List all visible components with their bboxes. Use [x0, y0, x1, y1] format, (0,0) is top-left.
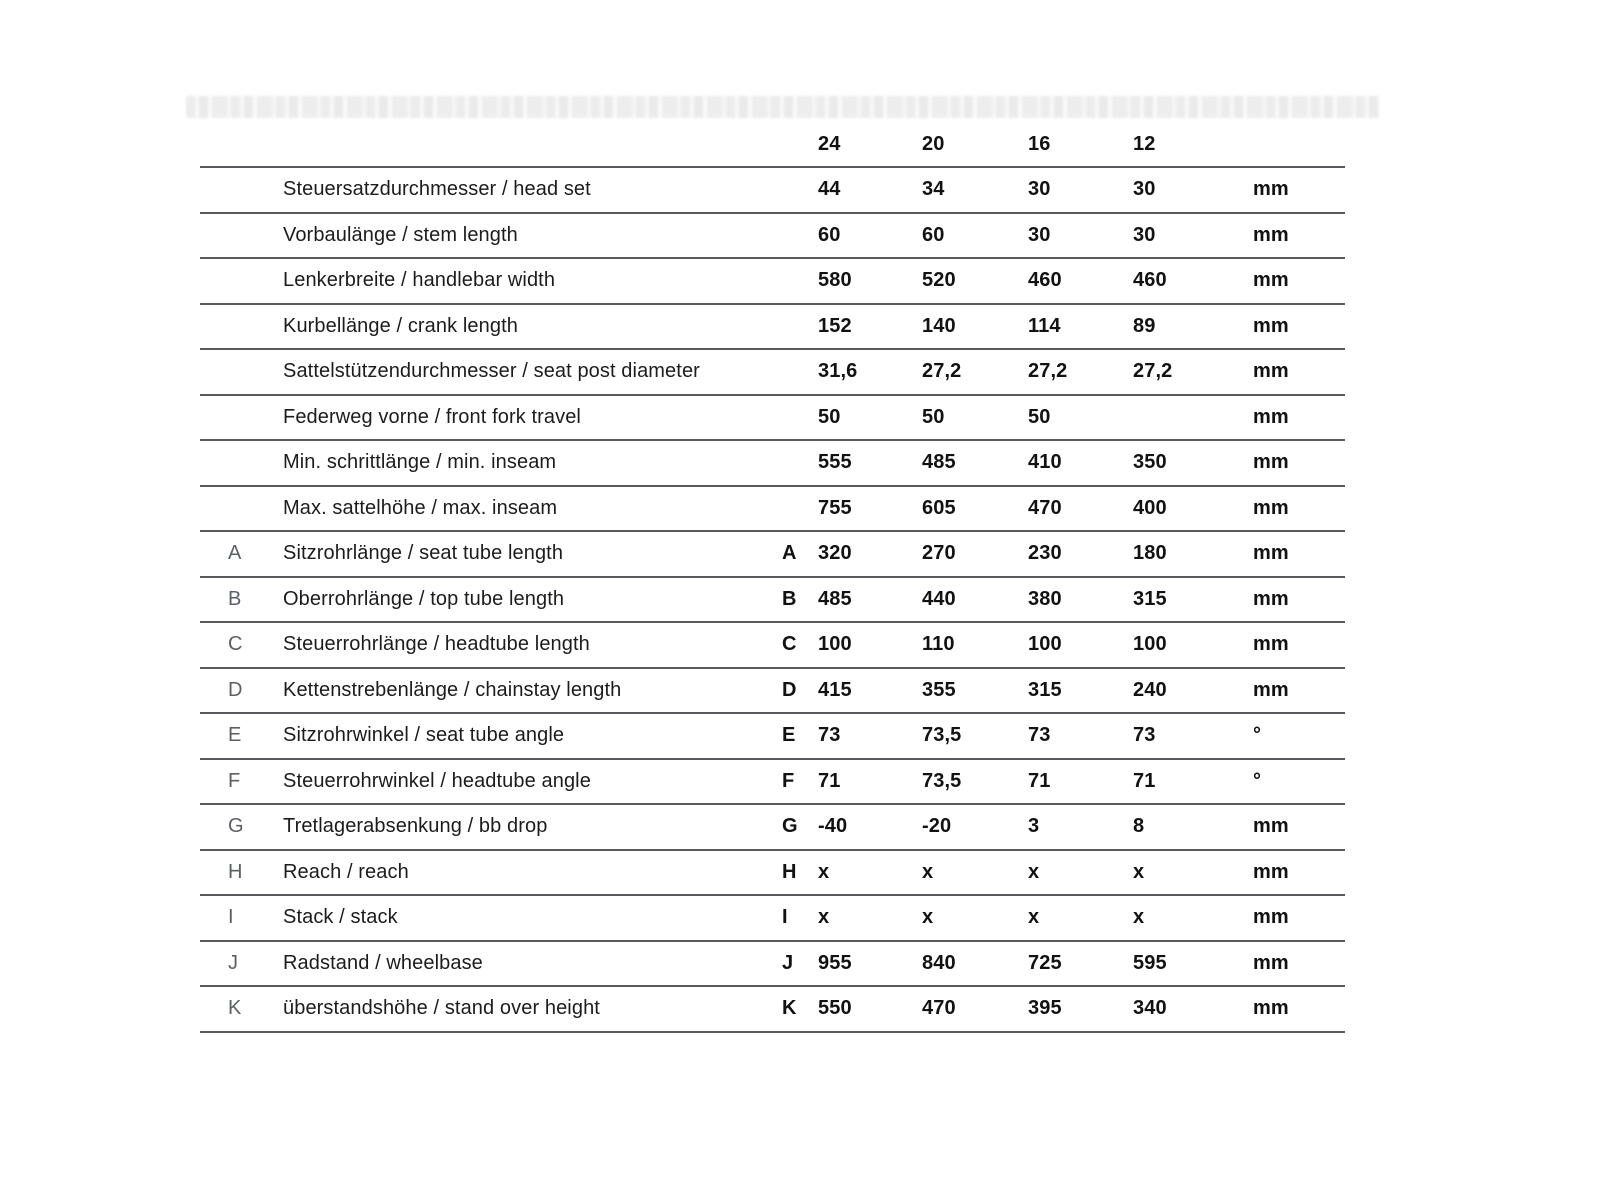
value-size-20: 440 — [922, 587, 956, 610]
value-size-12: 30 — [1133, 223, 1156, 246]
dimension-letter-repeat: F — [782, 769, 795, 792]
value-size-16: 30 — [1028, 223, 1051, 246]
value-size-24: 555 — [818, 451, 852, 474]
value-size-12: 350 — [1133, 451, 1167, 474]
value-size-20: 840 — [922, 951, 956, 974]
spec-row — [200, 396, 1345, 442]
unit-cell: mm — [1253, 906, 1289, 929]
value-size-12: x — [1133, 860, 1145, 883]
dimension-label: Steuersatzdurchmesser / head set — [283, 178, 591, 201]
value-size-12: 315 — [1133, 587, 1167, 610]
unit-cell: mm — [1253, 223, 1289, 246]
size-column-header-12: 12 — [1133, 132, 1156, 155]
unit-cell: mm — [1253, 360, 1289, 383]
value-size-12: 30 — [1133, 178, 1156, 201]
dimension-label: Tretlagerabsenkung / bb drop — [283, 815, 548, 838]
value-size-16: x — [1028, 906, 1040, 929]
dimension-label: Steuerrohrlänge / headtube length — [283, 633, 590, 656]
dimension-letter: K — [228, 997, 242, 1020]
dimension-label: überstandshöhe / stand over height — [283, 997, 600, 1020]
value-size-24: 71 — [818, 769, 841, 792]
spec-row — [200, 214, 1345, 260]
spec-row — [200, 623, 1345, 669]
value-size-20: 140 — [922, 314, 956, 337]
spec-row — [200, 578, 1345, 624]
value-size-16: 315 — [1028, 678, 1062, 701]
dimension-label: Stack / stack — [283, 906, 398, 929]
value-size-24: 100 — [818, 633, 852, 656]
value-size-12: 595 — [1133, 951, 1167, 974]
value-size-16: x — [1028, 860, 1040, 883]
dimension-label: Sitzrohrwinkel / seat tube angle — [283, 724, 565, 747]
value-size-12: 8 — [1133, 815, 1145, 838]
value-size-16: 380 — [1028, 587, 1062, 610]
spec-row — [200, 441, 1345, 487]
value-size-16: 470 — [1028, 496, 1062, 519]
value-size-16: 114 — [1028, 314, 1061, 337]
value-size-12: 89 — [1133, 314, 1156, 337]
unit-cell: mm — [1253, 178, 1289, 201]
unit-cell: mm — [1253, 405, 1289, 428]
blurred-text-band — [186, 96, 1380, 118]
value-size-20: x — [922, 906, 934, 929]
dimension-letter: J — [228, 951, 239, 974]
unit-cell: mm — [1253, 587, 1289, 610]
dimension-letter-repeat: K — [782, 997, 797, 1020]
dimension-label: Kettenstrebenlänge / chainstay length — [283, 678, 622, 701]
unit-cell: ° — [1253, 769, 1262, 792]
value-size-24: x — [818, 906, 830, 929]
unit-cell: mm — [1253, 678, 1289, 701]
spec-row — [200, 532, 1345, 578]
dimension-letter-repeat: B — [782, 587, 797, 610]
value-size-20: x — [922, 860, 934, 883]
value-size-20: 50 — [922, 405, 945, 428]
dimension-label: Oberrohrlänge / top tube length — [283, 587, 565, 610]
value-size-12: 240 — [1133, 678, 1167, 701]
value-size-24: 415 — [818, 678, 852, 701]
value-size-12: 180 — [1133, 542, 1167, 565]
value-size-20: -20 — [922, 815, 952, 838]
unit-cell: mm — [1253, 542, 1289, 565]
dimension-letter-repeat: A — [782, 542, 797, 565]
value-size-24: 320 — [818, 542, 852, 565]
value-size-24: 485 — [818, 587, 852, 610]
spec-row — [200, 987, 1345, 1033]
dimension-letter-repeat: D — [782, 678, 797, 701]
value-size-16: 50 — [1028, 405, 1051, 428]
dimension-label: Sitzrohrlänge / seat tube length — [283, 542, 564, 565]
dimension-letter-repeat: I — [782, 906, 788, 929]
spec-row — [200, 805, 1345, 851]
spec-row — [200, 305, 1345, 351]
spec-row — [200, 760, 1345, 806]
value-size-12: 73 — [1133, 724, 1156, 747]
dimension-label: Min. schrittlänge / min. inseam — [283, 451, 557, 474]
dimension-letter: F — [228, 769, 241, 792]
value-size-16: 395 — [1028, 997, 1062, 1020]
spec-row — [200, 350, 1345, 396]
spec-row — [200, 487, 1345, 533]
value-size-16: 410 — [1028, 451, 1062, 474]
value-size-20: 73,5 — [922, 724, 962, 747]
dimension-letter-repeat: J — [782, 951, 794, 974]
spec-row — [200, 714, 1345, 760]
unit-cell: mm — [1253, 496, 1289, 519]
value-size-20: 110 — [922, 633, 955, 656]
dimension-letter: B — [228, 587, 242, 610]
value-size-24: 73 — [818, 724, 841, 747]
value-size-20: 270 — [922, 542, 956, 565]
dimension-label: Steuerrohrwinkel / headtube angle — [283, 769, 591, 792]
spec-table-body — [200, 168, 1345, 1033]
value-size-16: 27,2 — [1028, 360, 1068, 383]
size-column-header-20: 20 — [922, 132, 945, 155]
dimension-letter-repeat: E — [782, 724, 796, 747]
value-size-12: 100 — [1133, 633, 1167, 656]
spec-row — [200, 896, 1345, 942]
dimension-letter: I — [228, 906, 234, 929]
value-size-20: 605 — [922, 496, 956, 519]
value-size-20: 485 — [922, 451, 956, 474]
value-size-20: 27,2 — [922, 360, 962, 383]
dimension-label: Max. sattelhöhe / max. inseam — [283, 496, 558, 519]
value-size-24: 755 — [818, 496, 852, 519]
value-size-12: 460 — [1133, 269, 1167, 292]
value-size-24: x — [818, 860, 830, 883]
dimension-letter: C — [228, 633, 243, 656]
dimension-letter: G — [228, 815, 244, 838]
value-size-20: 60 — [922, 223, 945, 246]
spec-row — [200, 669, 1345, 715]
value-size-24: 50 — [818, 405, 841, 428]
value-size-12: 71 — [1133, 769, 1156, 792]
unit-cell: ° — [1253, 724, 1262, 747]
dimension-label: Kurbellänge / crank length — [283, 314, 518, 337]
spec-row — [200, 259, 1345, 305]
value-size-24: 955 — [818, 951, 852, 974]
value-size-24: 152 — [818, 314, 852, 337]
value-size-16: 100 — [1028, 633, 1062, 656]
value-size-20: 355 — [922, 678, 956, 701]
value-size-16: 725 — [1028, 951, 1062, 974]
value-size-16: 71 — [1028, 769, 1051, 792]
value-size-16: 3 — [1028, 815, 1040, 838]
unit-cell: mm — [1253, 997, 1289, 1020]
dimension-label: Radstand / wheelbase — [283, 951, 483, 974]
spec-row — [200, 942, 1345, 988]
dimension-label: Lenkerbreite / handlebar width — [283, 269, 556, 292]
value-size-12: x — [1133, 906, 1145, 929]
spec-row — [200, 851, 1345, 897]
value-size-24: 31,6 — [818, 360, 858, 383]
dimension-letter-repeat: H — [782, 860, 797, 883]
unit-cell: mm — [1253, 314, 1289, 337]
value-size-16: 460 — [1028, 269, 1062, 292]
geometry-spec-table — [200, 122, 1345, 1033]
unit-cell: mm — [1253, 815, 1289, 838]
dimension-letter: A — [228, 542, 242, 565]
value-size-12: 400 — [1133, 496, 1167, 519]
dimension-letter: D — [228, 678, 243, 701]
value-size-24: 550 — [818, 997, 852, 1020]
value-size-20: 520 — [922, 269, 956, 292]
dimension-label: Reach / reach — [283, 860, 409, 883]
value-size-16: 230 — [1028, 542, 1062, 565]
unit-cell: mm — [1253, 269, 1289, 292]
value-size-12: 27,2 — [1133, 360, 1173, 383]
value-size-24: 60 — [818, 223, 841, 246]
dimension-letter: E — [228, 724, 242, 747]
dimension-label: Federweg vorne / front fork travel — [283, 405, 581, 428]
size-column-header-24: 24 — [818, 132, 841, 155]
value-size-12: 340 — [1133, 997, 1167, 1020]
dimension-letter-repeat: C — [782, 633, 797, 656]
dimension-label: Sattelstützendurchmesser / seat post diameter — [283, 360, 700, 383]
value-size-24: 580 — [818, 269, 852, 292]
unit-cell: mm — [1253, 633, 1289, 656]
size-header-row — [200, 122, 1345, 168]
dimension-label: Vorbaulänge / stem length — [283, 223, 518, 246]
value-size-20: 73,5 — [922, 769, 962, 792]
value-size-24: -40 — [818, 815, 848, 838]
value-size-20: 34 — [922, 178, 945, 201]
dimension-letter: H — [228, 860, 243, 883]
unit-cell: mm — [1253, 860, 1289, 883]
value-size-16: 30 — [1028, 178, 1051, 201]
value-size-20: 470 — [922, 997, 956, 1020]
size-column-header-16: 16 — [1028, 132, 1051, 155]
spec-row — [200, 168, 1345, 214]
value-size-16: 73 — [1028, 724, 1051, 747]
unit-cell: mm — [1253, 951, 1289, 974]
unit-cell: mm — [1253, 451, 1289, 474]
dimension-letter-repeat: G — [782, 815, 798, 838]
value-size-24: 44 — [818, 178, 841, 201]
